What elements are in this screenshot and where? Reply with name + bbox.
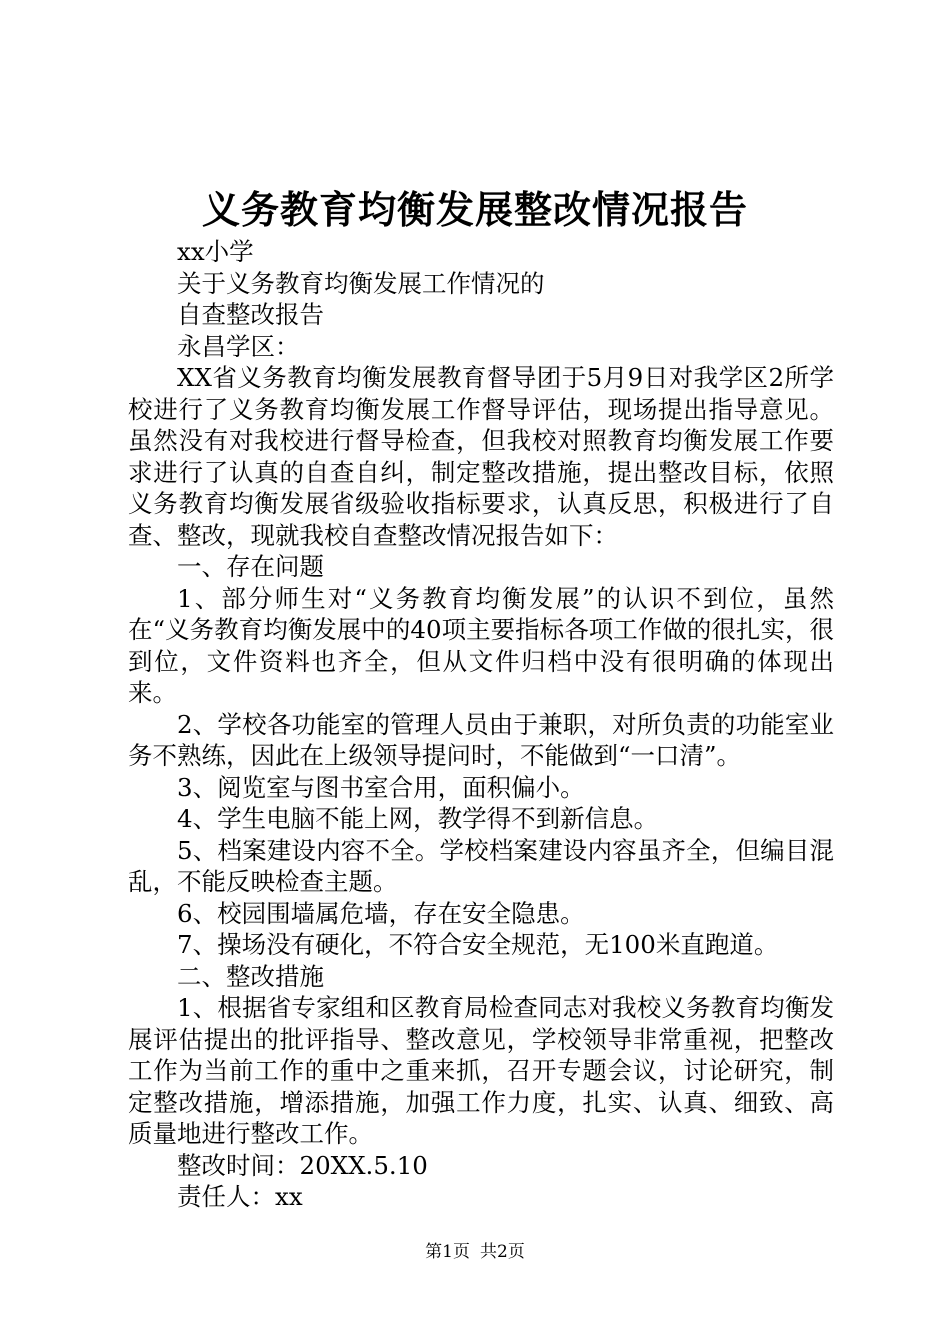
paragraph-responsible: 责任人：xx: [177, 1182, 303, 1211]
paragraph-problem-4: 4、学生电脑不能上网，教学得不到新信息。: [177, 804, 659, 833]
paragraph-problem-5: 5、档案建设内容不全。学校档案建设内容虽齐全，但编目混乱，不能反映检查主题。: [128, 835, 834, 896]
section-heading-measures: 二、整改措施: [177, 961, 324, 991]
paragraph-problem-1: 1、部分师生对“义务教育均衡发展”的认识不到位，虽然在“义务教育均衡发展中的40项主要指标各项工作做的很扎实，很到位，文件资料也齐全，但从文件归档中没有很明确的体现出来。: [128, 583, 834, 707]
paragraph-problem-2: 2、学校各功能室的管理人员由于兼职，对所负责的功能室业务不熟练，因此在上级领导提问时，不能做到“一口清”。: [128, 709, 834, 770]
page-number-current: 第1页: [425, 1242, 470, 1262]
paragraph-problem-7: 7、操场没有硬化，不符合安全规范，无100米直跑道。: [177, 930, 779, 959]
paragraph-subtitle-line2: 自查整改报告: [177, 300, 324, 329]
paragraph-measure-1: 1、根据省专家组和区教育局检查同志对我校义务教育均衡发展评估提出的批评指导、整改意见，学校领导非常重视，把整改工作为当前工作的重中之重来抓，召开专题会议，讨论研究，制定整改措施，增添措施，加强工作力度，扎实、认真、细致、高质量地进行整改工作。: [128, 993, 834, 1148]
page-footer: [0, 1241, 950, 1263]
paragraph-school-name: xx小学: [177, 237, 254, 266]
paragraph-intro: XX省义务教育均衡发展教育督导团于5月9日对我学区2所学校进行了义务教育均衡发展工作督导评估，现场提出指导意见。虽然没有对我校进行督导检查，但我校对照教育均衡发展工作要求进行了认真的自查自纠，制定整改措施，提出整改目标，依照义务教育均衡发展省级验收指标要求，认真反思，积极进行了自查、整改，现就我校自查整改情况报告如下：: [128, 363, 834, 550]
page-number-total: 共2页: [480, 1242, 525, 1262]
document-body: [128, 236, 834, 1213]
section-heading-problems: 一、存在问题: [177, 552, 324, 581]
paragraph-problem-6: 6、校园围墙属危墙，存在安全隐患。: [177, 898, 585, 928]
paragraph-deadline: 整改时间：20XX.5.10: [177, 1150, 428, 1180]
paragraph-problem-3: 3、阅览室与图书室合用，面积偏小。: [177, 772, 585, 802]
paragraph-subtitle-line1: 关于义务教育均衡发展工作情况的: [177, 268, 545, 298]
paragraph-addressee: 永昌学区：: [177, 331, 300, 361]
document-title: 义务教育均衡发展整改情况报告: [201, 187, 748, 232]
